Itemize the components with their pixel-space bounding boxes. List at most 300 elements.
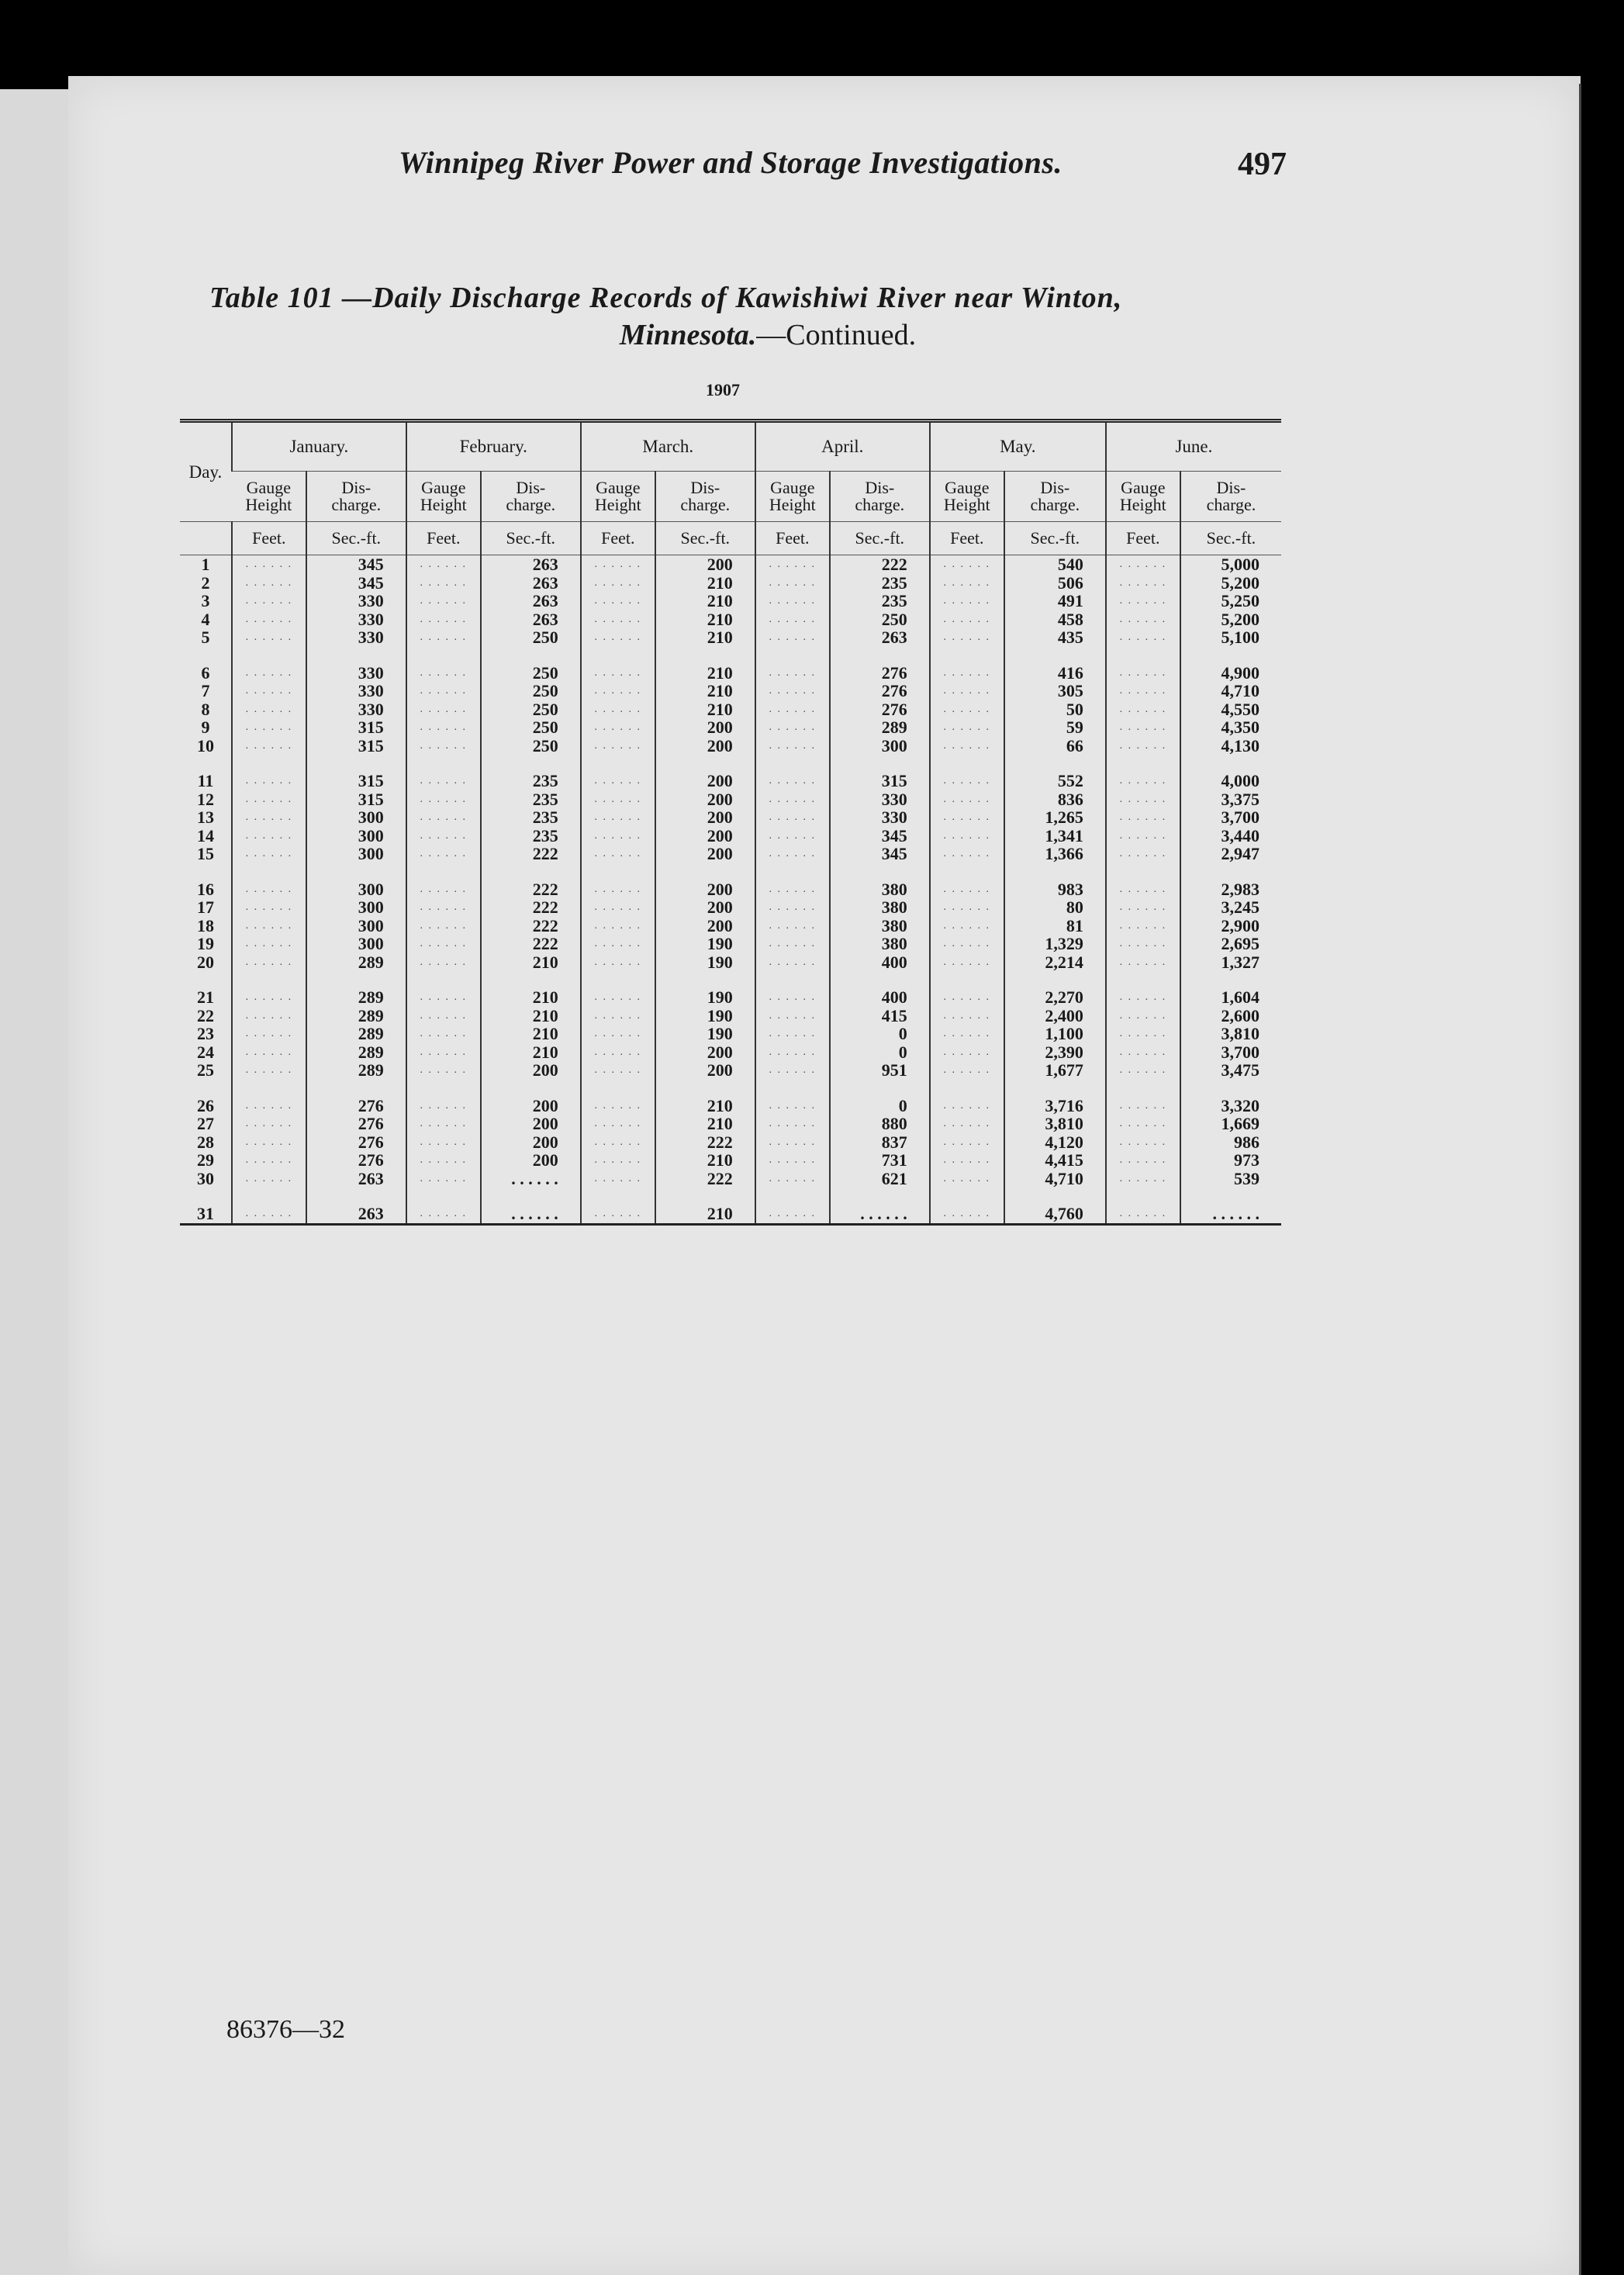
day-cell: 15 xyxy=(196,844,214,863)
discharge-cell: 210 xyxy=(655,664,755,683)
discharge-cell: 200 xyxy=(481,1061,581,1080)
spacer-cell xyxy=(481,647,581,664)
discharge-header: Dis- charge. xyxy=(306,472,406,522)
discharge-cell: 263 xyxy=(481,574,581,593)
gauge-cell: . . . . . . xyxy=(232,574,306,593)
spacer-cell xyxy=(655,971,755,988)
discharge-cell: 276 xyxy=(306,1151,406,1170)
discharge-cell: 200 xyxy=(481,1115,581,1133)
discharge-cell: 200 xyxy=(655,737,755,755)
discharge-cell: 380 xyxy=(830,917,930,935)
discharge-cell: 200 xyxy=(655,827,755,845)
facing-page-edge xyxy=(0,89,78,2275)
discharge-cell: 3,475 xyxy=(1180,1061,1281,1080)
discharge-cell: 222 xyxy=(481,935,581,953)
table-row xyxy=(180,1007,1281,1025)
unit-feet: Feet. xyxy=(1106,522,1180,555)
gauge-cell: . . . . . . xyxy=(232,772,306,790)
gauge-cell: . . . . . . xyxy=(755,953,830,972)
gauge-cell: . . . . . . xyxy=(232,1043,306,1062)
discharge-cell: 5,000 xyxy=(1180,555,1281,574)
unit-feet: Feet. xyxy=(406,522,481,555)
gauge-cell: . . . . . . xyxy=(406,790,481,809)
discharge-cell: 50 xyxy=(1004,700,1106,719)
discharge-cell: 3,440 xyxy=(1180,827,1281,845)
gauge-cell: . . . . . . xyxy=(581,610,655,629)
spacer-cell xyxy=(481,755,581,772)
day-cell: 28 xyxy=(196,1132,214,1152)
unit-secft: Sec.-ft. xyxy=(655,522,755,555)
footer-signature: 86376—32 xyxy=(226,2015,345,2044)
table-row xyxy=(180,880,1281,899)
spacer-cell xyxy=(306,755,406,772)
gauge-cell: . . . . . . xyxy=(1106,574,1180,593)
discharge-cell: 190 xyxy=(655,1007,755,1025)
discharge-cell: 235 xyxy=(830,574,930,593)
discharge-cell: 4,710 xyxy=(1180,682,1281,700)
gauge-cell: . . . . . . xyxy=(755,718,830,737)
discharge-cell: 289 xyxy=(306,1043,406,1062)
day-cell: 7 xyxy=(201,681,210,700)
discharge-cell: 5,200 xyxy=(1180,574,1281,593)
gauge-cell: . . . . . . xyxy=(406,700,481,719)
gauge-cell: . . . . . . xyxy=(581,772,655,790)
discharge-cell: 263 xyxy=(481,555,581,574)
gauge-height-header: Gauge Height xyxy=(581,472,655,522)
discharge-cell: 1,669 xyxy=(1180,1115,1281,1133)
month-header: February. xyxy=(406,421,581,472)
gauge-cell: . . . . . . xyxy=(232,1115,306,1133)
gauge-cell: . . . . . . xyxy=(930,845,1004,863)
discharge-cell: 200 xyxy=(655,880,755,899)
spacer-cell xyxy=(1180,971,1281,988)
spacer-cell xyxy=(232,647,306,664)
gauge-cell: . . . . . . xyxy=(755,682,830,700)
gauge-cell: . . . . . . xyxy=(930,555,1004,574)
discharge-cell: 1,366 xyxy=(1004,845,1106,863)
discharge-cell: 540 xyxy=(1004,555,1106,574)
discharge-cell: 210 xyxy=(655,1205,755,1224)
discharge-cell: 731 xyxy=(830,1151,930,1170)
discharge-cell: 380 xyxy=(830,935,930,953)
spacer-cell xyxy=(1004,755,1106,772)
discharge-cell: 315 xyxy=(306,790,406,809)
table-row xyxy=(180,898,1281,917)
gauge-cell: . . . . . . xyxy=(406,808,481,827)
group-spacer xyxy=(180,755,1281,772)
discharge-cell: 210 xyxy=(655,574,755,593)
discharge-table xyxy=(180,419,1281,1226)
gauge-cell: . . . . . . xyxy=(232,700,306,719)
table-row xyxy=(180,700,1281,719)
spacer-cell xyxy=(755,863,830,880)
discharge-cell: 210 xyxy=(481,953,581,972)
discharge-cell: 210 xyxy=(655,700,755,719)
discharge-cell: 289 xyxy=(306,988,406,1007)
gauge-cell: . . . . . . xyxy=(1106,1133,1180,1152)
discharge-cell: 880 xyxy=(830,1115,930,1133)
discharge-cell: 210 xyxy=(655,1151,755,1170)
spacer-cell xyxy=(930,1080,1004,1097)
spacer-cell xyxy=(655,863,755,880)
gauge-cell: . . . . . . xyxy=(930,1097,1004,1115)
gauge-cell: . . . . . . xyxy=(930,664,1004,683)
discharge-header: Dis- charge. xyxy=(1180,472,1281,522)
gauge-cell: . . . . . . xyxy=(1106,737,1180,755)
spacer-cell xyxy=(232,755,306,772)
discharge-cell: 235 xyxy=(481,790,581,809)
gauge-cell: . . . . . . xyxy=(581,664,655,683)
gauge-cell: . . . . . . xyxy=(1106,1205,1180,1224)
discharge-cell: 300 xyxy=(306,917,406,935)
gauge-cell: . . . . . . xyxy=(581,628,655,647)
spacer-cell xyxy=(930,755,1004,772)
table-row xyxy=(180,845,1281,863)
gauge-cell: . . . . . . xyxy=(755,790,830,809)
discharge-cell: 200 xyxy=(655,808,755,827)
spacer-cell xyxy=(180,755,232,772)
gauge-cell: . . . . . . xyxy=(232,610,306,629)
gauge-cell: . . . . . . xyxy=(406,1115,481,1133)
spacer-cell xyxy=(1180,755,1281,772)
discharge-cell: 276 xyxy=(830,664,930,683)
spacer-cell xyxy=(830,1188,930,1205)
discharge-cell: 222 xyxy=(830,555,930,574)
spacer-cell xyxy=(406,1188,481,1205)
day-cell: 8 xyxy=(201,699,210,719)
spacer-cell xyxy=(481,1188,581,1205)
table-row xyxy=(180,772,1281,790)
gauge-cell: . . . . . . xyxy=(1106,1025,1180,1043)
month-header: May. xyxy=(930,421,1106,472)
gauge-cell: . . . . . . xyxy=(581,1133,655,1152)
gauge-cell: . . . . . . xyxy=(1106,718,1180,737)
table-row xyxy=(180,1115,1281,1133)
running-title: Winnipeg River Power and Storage Investigations. xyxy=(399,145,1063,180)
discharge-cell: 4,350 xyxy=(1180,718,1281,737)
discharge-cell: 400 xyxy=(830,988,930,1007)
discharge-cell: 300 xyxy=(306,845,406,863)
gauge-cell: . . . . . . xyxy=(1106,898,1180,917)
spacer-cell xyxy=(306,863,406,880)
gauge-cell: . . . . . . xyxy=(1106,880,1180,899)
gauge-cell: . . . . . . xyxy=(755,1097,830,1115)
gauge-cell: . . . . . . xyxy=(1106,555,1180,574)
discharge-cell: 330 xyxy=(306,700,406,719)
gauge-cell: . . . . . . xyxy=(581,988,655,1007)
discharge-cell: 3,320 xyxy=(1180,1097,1281,1115)
discharge-cell: 3,700 xyxy=(1180,808,1281,827)
spacer-cell xyxy=(655,647,755,664)
discharge-cell: 300 xyxy=(830,737,930,755)
spacer-cell xyxy=(755,1188,830,1205)
spacer-cell xyxy=(1004,1080,1106,1097)
header-row-units xyxy=(180,522,1281,555)
gauge-cell: . . . . . . xyxy=(406,988,481,1007)
caption-line-1: Table 101 —Daily Discharge Records of Kawishiwi River near Winton, xyxy=(209,282,1123,314)
discharge-cell: 837 xyxy=(830,1133,930,1152)
spacer-cell xyxy=(232,1188,306,1205)
spacer-cell xyxy=(1106,755,1180,772)
discharge-cell: 2,390 xyxy=(1004,1043,1106,1062)
caption-line-2 xyxy=(209,316,1280,354)
discharge-cell: 330 xyxy=(306,610,406,629)
spacer-cell xyxy=(180,863,232,880)
discharge-cell: 222 xyxy=(481,845,581,863)
spacer-cell xyxy=(930,863,1004,880)
discharge-cell: 210 xyxy=(655,682,755,700)
gauge-cell: . . . . . . xyxy=(581,718,655,737)
gauge-cell: . . . . . . xyxy=(232,827,306,845)
discharge-cell: 491 xyxy=(1004,592,1106,610)
discharge-cell: 2,214 xyxy=(1004,953,1106,972)
table-row xyxy=(180,664,1281,683)
day-cell: 31 xyxy=(196,1204,214,1223)
spacer-cell xyxy=(755,647,830,664)
table-row xyxy=(180,1151,1281,1170)
gauge-cell: . . . . . . xyxy=(1106,610,1180,629)
spacer-cell xyxy=(180,971,232,988)
spacer-cell xyxy=(1004,647,1106,664)
discharge-cell: 5,250 xyxy=(1180,592,1281,610)
gauge-cell: . . . . . . xyxy=(755,555,830,574)
spacer-cell xyxy=(1180,1188,1281,1205)
discharge-cell: 3,716 xyxy=(1004,1097,1106,1115)
discharge-cell: . . . . . . xyxy=(830,1205,930,1224)
gauge-cell: . . . . . . xyxy=(232,1151,306,1170)
gauge-cell: . . . . . . xyxy=(1106,917,1180,935)
discharge-cell: 289 xyxy=(306,1007,406,1025)
gauge-cell: . . . . . . xyxy=(406,772,481,790)
gauge-cell: . . . . . . xyxy=(232,988,306,1007)
table-row xyxy=(180,1205,1281,1224)
discharge-cell: . . . . . . xyxy=(481,1170,581,1188)
discharge-cell: 263 xyxy=(306,1205,406,1224)
gauge-cell: . . . . . . xyxy=(232,1170,306,1188)
discharge-cell: 4,120 xyxy=(1004,1133,1106,1152)
gauge-cell: . . . . . . xyxy=(755,1115,830,1133)
gauge-cell: . . . . . . xyxy=(930,610,1004,629)
unit-secft: Sec.-ft. xyxy=(1180,522,1281,555)
group-spacer xyxy=(180,647,1281,664)
month-header: January. xyxy=(232,421,406,472)
discharge-cell: 235 xyxy=(830,592,930,610)
month-header: April. xyxy=(755,421,930,472)
discharge-cell: 330 xyxy=(830,808,930,827)
spacer-cell xyxy=(481,1080,581,1097)
discharge-cell: 330 xyxy=(306,628,406,647)
discharge-cell: 4,710 xyxy=(1004,1170,1106,1188)
discharge-cell: 200 xyxy=(655,917,755,935)
discharge-cell: . . . . . . xyxy=(1180,1205,1281,1224)
discharge-cell: 80 xyxy=(1004,898,1106,917)
discharge-cell: 315 xyxy=(306,737,406,755)
gauge-cell: . . . . . . xyxy=(581,935,655,953)
gauge-cell: . . . . . . xyxy=(406,628,481,647)
gauge-cell: . . . . . . xyxy=(930,898,1004,917)
discharge-cell: 276 xyxy=(830,700,930,719)
discharge-cell: 210 xyxy=(655,610,755,629)
gauge-cell: . . . . . . xyxy=(232,1205,306,1224)
day-cell: 5 xyxy=(201,628,210,647)
gauge-height-header: Gauge Height xyxy=(930,472,1004,522)
day-cell: 1 xyxy=(201,555,210,574)
unit-secft: Sec.-ft. xyxy=(830,522,930,555)
spacer-cell xyxy=(830,755,930,772)
discharge-cell: 2,400 xyxy=(1004,1007,1106,1025)
discharge-cell: 506 xyxy=(1004,574,1106,593)
discharge-cell: 289 xyxy=(306,953,406,972)
unit-feet: Feet. xyxy=(755,522,830,555)
discharge-cell: 263 xyxy=(481,592,581,610)
discharge-cell: 222 xyxy=(655,1133,755,1152)
discharge-cell: 345 xyxy=(830,827,930,845)
discharge-cell: 222 xyxy=(481,917,581,935)
gauge-cell: . . . . . . xyxy=(930,988,1004,1007)
gauge-cell: . . . . . . xyxy=(755,1025,830,1043)
day-cell: 29 xyxy=(196,1150,214,1170)
table-row xyxy=(180,1170,1281,1188)
gauge-cell: . . . . . . xyxy=(755,628,830,647)
spacer-cell xyxy=(306,647,406,664)
day-cell: 12 xyxy=(196,789,214,809)
discharge-cell: 3,810 xyxy=(1180,1025,1281,1043)
discharge-cell: 3,700 xyxy=(1180,1043,1281,1062)
gauge-cell: . . . . . . xyxy=(1106,1115,1180,1133)
discharge-cell: 300 xyxy=(306,827,406,845)
discharge-cell: 190 xyxy=(655,935,755,953)
gauge-cell: . . . . . . xyxy=(930,953,1004,972)
gauge-height-header: Gauge Height xyxy=(406,472,481,522)
discharge-cell: 1,265 xyxy=(1004,808,1106,827)
discharge-header: Dis- charge. xyxy=(655,472,755,522)
discharge-cell: 5,200 xyxy=(1180,610,1281,629)
spacer-cell xyxy=(180,647,232,664)
spacer-cell xyxy=(581,863,655,880)
gauge-cell: . . . . . . xyxy=(232,1061,306,1080)
gauge-cell: . . . . . . xyxy=(406,1007,481,1025)
gauge-cell: . . . . . . xyxy=(1106,772,1180,790)
discharge-cell: 289 xyxy=(830,718,930,737)
discharge-cell: 4,550 xyxy=(1180,700,1281,719)
spacer-cell xyxy=(481,971,581,988)
discharge-header: Dis- charge. xyxy=(481,472,581,522)
gauge-cell: . . . . . . xyxy=(581,917,655,935)
gauge-cell: . . . . . . xyxy=(755,1151,830,1170)
table-row xyxy=(180,628,1281,647)
day-cell: 14 xyxy=(196,825,214,845)
table-row xyxy=(180,988,1281,1007)
gauge-cell: . . . . . . xyxy=(581,1170,655,1188)
gauge-cell: . . . . . . xyxy=(581,827,655,845)
caption-state: Minnesota. xyxy=(619,319,757,351)
table-row xyxy=(180,790,1281,809)
gauge-cell: . . . . . . xyxy=(1106,700,1180,719)
day-cell: 21 xyxy=(196,987,214,1007)
unit-secft: Sec.-ft. xyxy=(481,522,581,555)
discharge-cell: 235 xyxy=(481,772,581,790)
group-spacer xyxy=(180,971,1281,988)
gauge-cell: . . . . . . xyxy=(232,935,306,953)
discharge-cell: 200 xyxy=(655,718,755,737)
gauge-cell: . . . . . . xyxy=(232,682,306,700)
gauge-cell: . . . . . . xyxy=(1106,808,1180,827)
spacer-cell xyxy=(406,863,481,880)
day-cell: 17 xyxy=(196,897,214,917)
gauge-cell: . . . . . . xyxy=(581,682,655,700)
gauge-cell: . . . . . . xyxy=(581,737,655,755)
gauge-cell: . . . . . . xyxy=(930,628,1004,647)
discharge-cell: 345 xyxy=(830,845,930,863)
discharge-cell: 300 xyxy=(306,898,406,917)
discharge-cell: 305 xyxy=(1004,682,1106,700)
table-row xyxy=(180,592,1281,610)
gauge-cell: . . . . . . xyxy=(581,1115,655,1133)
gauge-cell: . . . . . . xyxy=(581,790,655,809)
table-caption xyxy=(209,279,1280,354)
spacer-cell xyxy=(1180,647,1281,664)
discharge-cell: 330 xyxy=(830,790,930,809)
discharge-cell: 276 xyxy=(306,1133,406,1152)
table-row xyxy=(180,1097,1281,1115)
gauge-cell: . . . . . . xyxy=(232,880,306,899)
gauge-cell: . . . . . . xyxy=(232,737,306,755)
discharge-cell: 5,100 xyxy=(1180,628,1281,647)
spacer-cell xyxy=(581,971,655,988)
discharge-cell: 0 xyxy=(830,1097,930,1115)
discharge-cell: 983 xyxy=(1004,880,1106,899)
gauge-cell: . . . . . . xyxy=(406,664,481,683)
spacer-cell xyxy=(655,1188,755,1205)
gauge-cell: . . . . . . xyxy=(1106,682,1180,700)
gauge-cell: . . . . . . xyxy=(406,1097,481,1115)
unit-secft: Sec.-ft. xyxy=(306,522,406,555)
discharge-cell: 200 xyxy=(655,898,755,917)
gauge-cell: . . . . . . xyxy=(406,1025,481,1043)
discharge-cell: 330 xyxy=(306,682,406,700)
table-row xyxy=(180,935,1281,953)
gauge-cell: . . . . . . xyxy=(930,827,1004,845)
discharge-cell: 2,600 xyxy=(1180,1007,1281,1025)
discharge-cell: 200 xyxy=(481,1133,581,1152)
gauge-cell: . . . . . . xyxy=(755,845,830,863)
discharge-cell: 3,375 xyxy=(1180,790,1281,809)
spacer-cell xyxy=(1004,863,1106,880)
gauge-cell: . . . . . . xyxy=(406,880,481,899)
discharge-cell: 235 xyxy=(481,808,581,827)
gauge-cell: . . . . . . xyxy=(1106,953,1180,972)
gauge-cell: . . . . . . xyxy=(755,700,830,719)
month-header: June. xyxy=(1106,421,1281,472)
discharge-cell: 210 xyxy=(481,1007,581,1025)
discharge-cell: 539 xyxy=(1180,1170,1281,1188)
discharge-cell: 210 xyxy=(481,988,581,1007)
gauge-cell: . . . . . . xyxy=(930,682,1004,700)
gauge-cell: . . . . . . xyxy=(755,772,830,790)
group-spacer xyxy=(180,1188,1281,1205)
gauge-cell: . . . . . . xyxy=(406,845,481,863)
spacer-cell xyxy=(406,647,481,664)
gauge-cell: . . . . . . xyxy=(1106,1043,1180,1062)
discharge-cell: 2,947 xyxy=(1180,845,1281,863)
gauge-cell: . . . . . . xyxy=(232,1133,306,1152)
spacer-cell xyxy=(232,1080,306,1097)
day-cell: 24 xyxy=(196,1042,214,1062)
gauge-cell: . . . . . . xyxy=(755,880,830,899)
spacer-cell xyxy=(930,971,1004,988)
gauge-cell: . . . . . . xyxy=(755,808,830,827)
discharge-cell: 315 xyxy=(306,718,406,737)
